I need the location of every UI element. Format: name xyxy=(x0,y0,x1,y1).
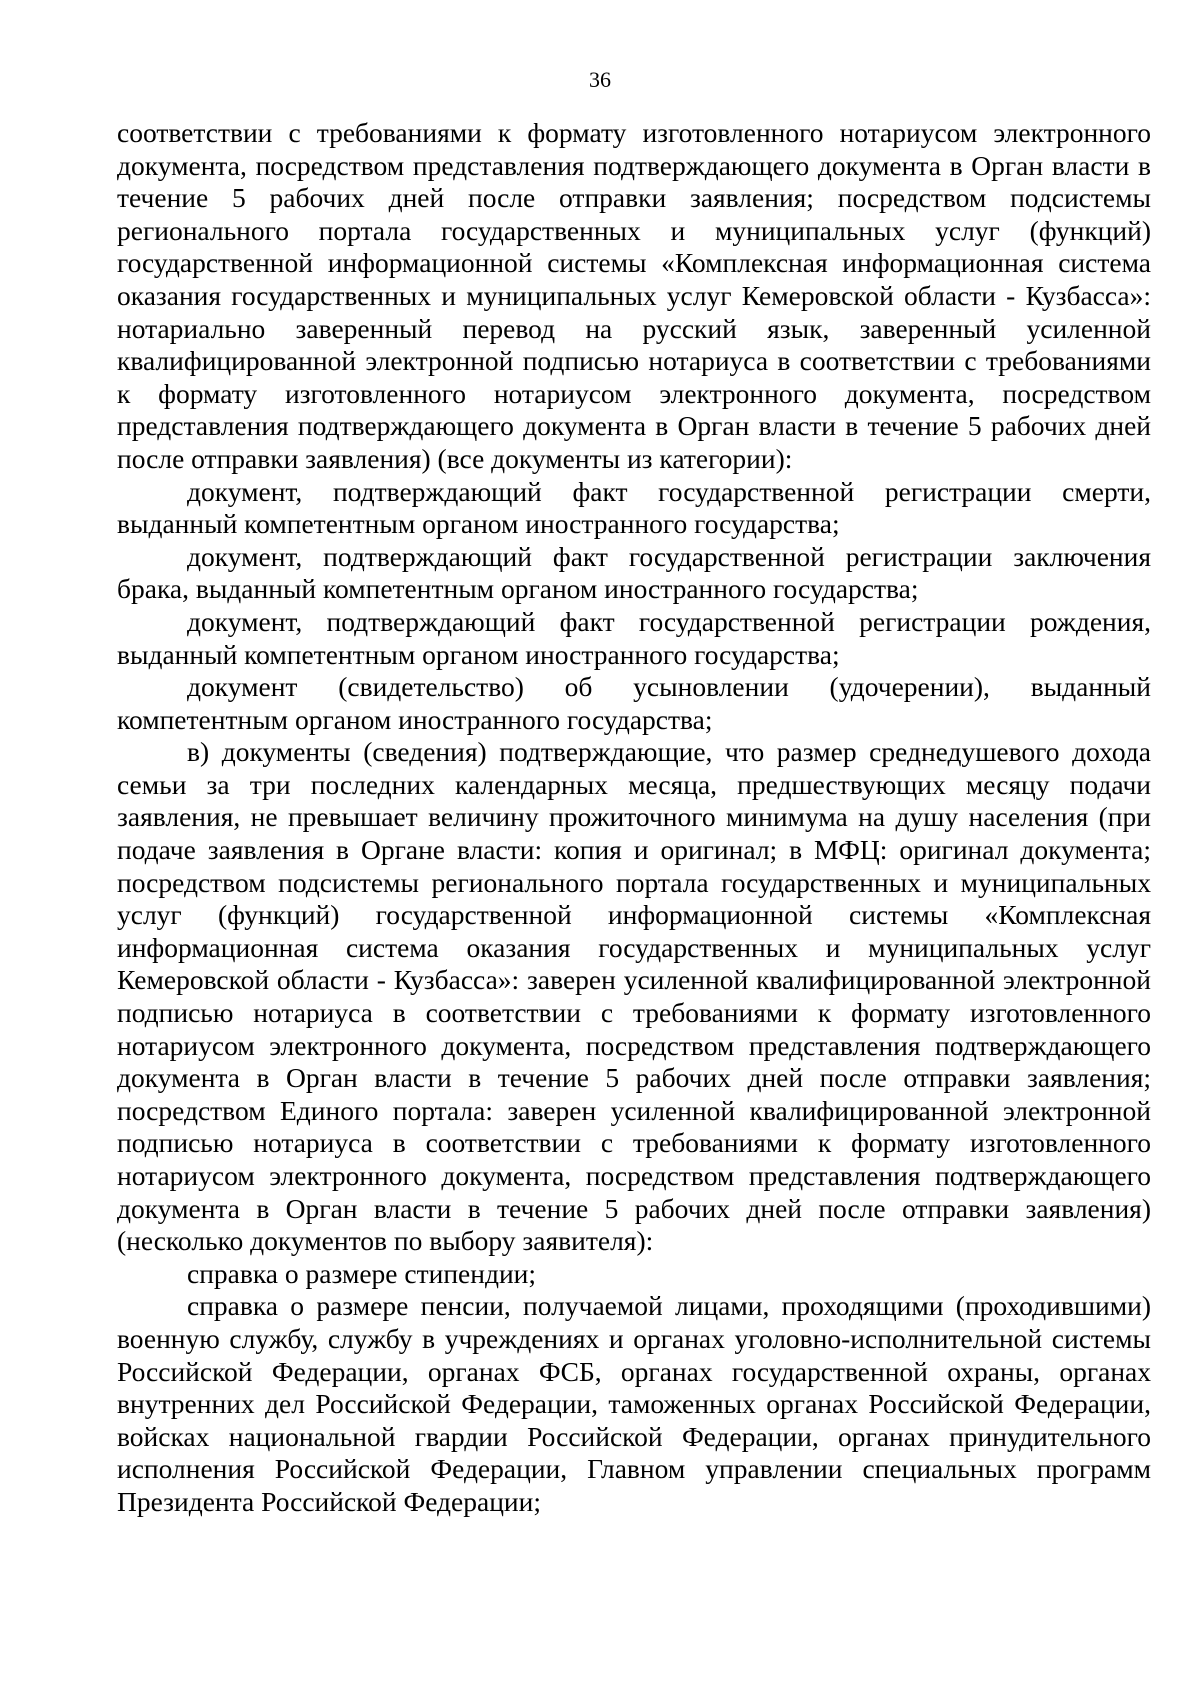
list-item-marriage-registration: документ, подтверждающий факт государственной регистрации заключения брака, выданный компетентным органом иностранного государства; xyxy=(117,540,1151,605)
document-body xyxy=(117,117,1151,1519)
list-item-stipend-certificate: справка о размере стипендии; xyxy=(187,1257,537,1289)
list-item-birth-registration: документ, подтверждающий факт государственной регистрации рождения, выданный компетентным органом иностранного государства; xyxy=(117,605,1151,670)
list-item-adoption-certificate: документ (свидетельство) об усыновлении (удочерении), выданный компетентным органом иностранного государства; xyxy=(117,671,1151,735)
page-number: 36 xyxy=(589,67,611,92)
paragraph-income-documents: в) документы (сведения) подтверждающие, что размер среднедушевого дохода семьи за три последних календарных месяца, предшествующих месяцу подачи заявления, не превышает величину прожиточного минимума на душу населения (при подаче заявления в Органе власти: копия и оригинал; в МФЦ: оригинал документа; посредством подсистемы регионального портала государственных и муниципальных услуг (функций) государственной информационной системы «Комплексная информационная система оказания государственных и муниципальных услуг Кемеровской области - Кузбасса»: заверен усиленной квалифицированной электронной подписью нотариуса в соответствии с требованиями к формату изготовленного нотариусом электронного документа, посредством представления подтверждающего документа в Орган власти в течение 5 рабочих дней после отправки заявления; посредством Единого портала: заверен усиленной квалифицированной электронной подписью нотариуса в соответствии с требованиями к формату изготовленного нотариусом электронного документа, посредством представления подтверждающего документа в Орган власти в течение 5 рабочих дней после отправки заявления) (несколько документов по выбору заявителя): xyxy=(117,736,1151,1257)
paragraph-continuation: соответствии с требованиями к формату изготовленного нотариусом электронного документа, посредством представления подтверждающего документа в Орган власти в течение 5 рабочих дней после отправки заявления; посредством подсистемы регионального портала государственных и муниципальных услуг (функций) государственной информационной системы «Комплексная информационная система оказания государственных и муниципальных услуг Кемеровской области - Кузбасса»: нотариально заверенный перевод на русский язык, заверенный усиленной квалифицированной электронной подписью нотариуса в соответствии с требованиями к формату изготовленного нотариусом электронного документа, посредством представления подтверждающего документа в Орган власти в течение 5 рабочих дней после отправки заявления) (все документы из категории): xyxy=(117,117,1151,474)
list-item-pension-certificate: справка о размере пенсии, получаемой лицами, проходящими (проходившими) военную службу, службу в учреждениях и органах уголовно-исполнительной системы Российской Федерации, органах ФСБ, органах государственной охраны, органах внутренних дел Российской Федерации, таможенных органах Российской Федерации, войсках национальной гвардии Российской Федерации, органах принудительного исполнения Российской Федерации, Главном управлении специальных программ Президента Российской Федерации; xyxy=(117,1290,1151,1517)
list-item-death-registration: документ, подтверждающий факт государственной регистрации смерти, выданный компетентным органом иностранного государства; xyxy=(117,475,1151,540)
